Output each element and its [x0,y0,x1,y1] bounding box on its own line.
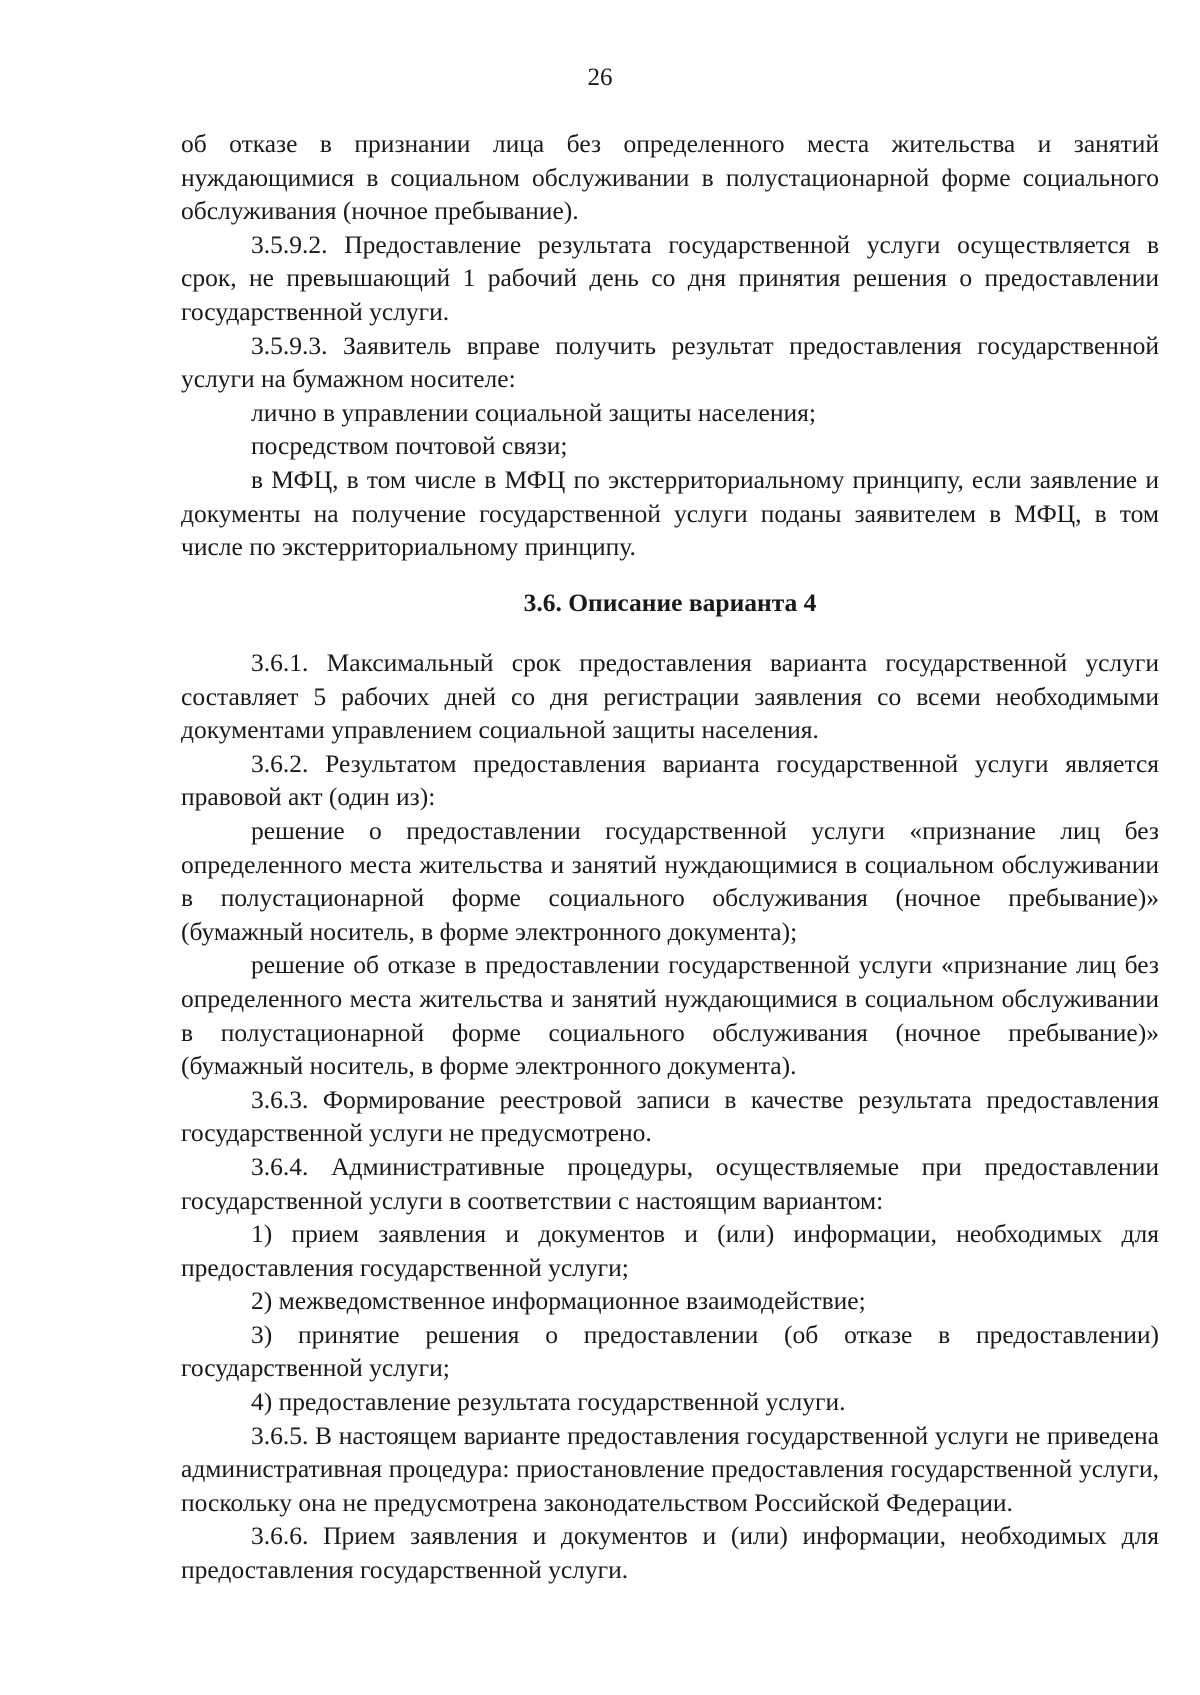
paragraph: 3.6.3. Формирование реестровой записи в качестве результата предоставления государственной услуги не предусмотрено. [181,1084,1159,1148]
paragraph: решение о предоставлении государственной услуги «признание лиц без определенного места жительства и занятий нуждающимися в социальном обслуживании в полустационарной форме социального обслуживания (ночное пребывание)» (бумажный носитель, в форме электронного документа); [181,815,1159,946]
top-text-block [181,127,1159,564]
paragraph: 3.6.5. В настоящем варианте предоставления государственной услуги не приведена административная процедура: приостановление предоставления государственной услуги, поскольку она не предусмотрена законодательством Российской Федерации. [181,1420,1159,1517]
paragraph: лично в управлении социальной защиты населения; [251,397,816,427]
section-heading: 3.6. Описание варианта 4 [523,588,817,617]
paragraph: 3.6.1. Максимальный срок предоставления варианта государственной услуги составляет 5 рабочих дней со дня регистрации заявления со всеми необходимыми документами управлением социальной защиты населения. [181,648,1159,745]
bottom-text-block [181,646,1159,1587]
paragraph: 3.6.6. Прием заявления и документов и (или) информации, необходимых для предоставления государственной услуги. [181,1521,1159,1585]
paragraph: решение об отказе в предоставлении государственной услуги «признание лиц без определенного места жительства и занятий нуждающимися в социальном обслуживании в полустационарной форме социального обслуживания (ночное пребывание)» (бумажный носитель, в форме электронного документа). [181,950,1159,1081]
paragraph: 3.5.9.3. Заявитель вправе получить результат предоставления государственной услуги на бумажном носителе: [181,330,1159,394]
list-item: 4) предоставление результата государственной услуги. [251,1387,846,1417]
paragraph: в МФЦ, в том числе в МФЦ по экстерриториальному принципу, если заявление и документы на получение государственной услуги поданы заявителем в МФЦ, в том числе по экстерриториальному принципу. [181,464,1159,562]
paragraph: 3.6.4. Административные процедуры, осуществляемые при предоставлении государственной услуги в соответствии с настоящим вариантом: [181,1151,1159,1215]
page-number: 26 [587,64,613,91]
paragraph: посредством почтовой связи; [251,431,568,461]
list-item: 3) принятие решения о предоставлении (об отказе в предоставлении) государственной услуги; [181,1319,1159,1383]
list-item: 2) межведомственное информационное взаимодействие; [251,1286,866,1316]
list-item: 1) прием заявления и документов и (или) информации, необходимых для предоставления государственной услуги; [181,1219,1159,1282]
paragraph: 3.5.9.2. Предоставление результата государственной услуги осуществляется в срок, не превышающий 1 рабочий день со дня принятия решения о предоставлении государственной услуги. [181,229,1159,326]
paragraph: об отказе в признании лица без определенного места жительства и занятий нуждающимися в социальном обслуживании в полустационарной форме социального обслуживания (ночное пребывание). [181,129,1159,226]
paragraph: 3.6.2. Результатом предоставления варианта государственной услуги является правовой акт (один из): [181,748,1159,812]
